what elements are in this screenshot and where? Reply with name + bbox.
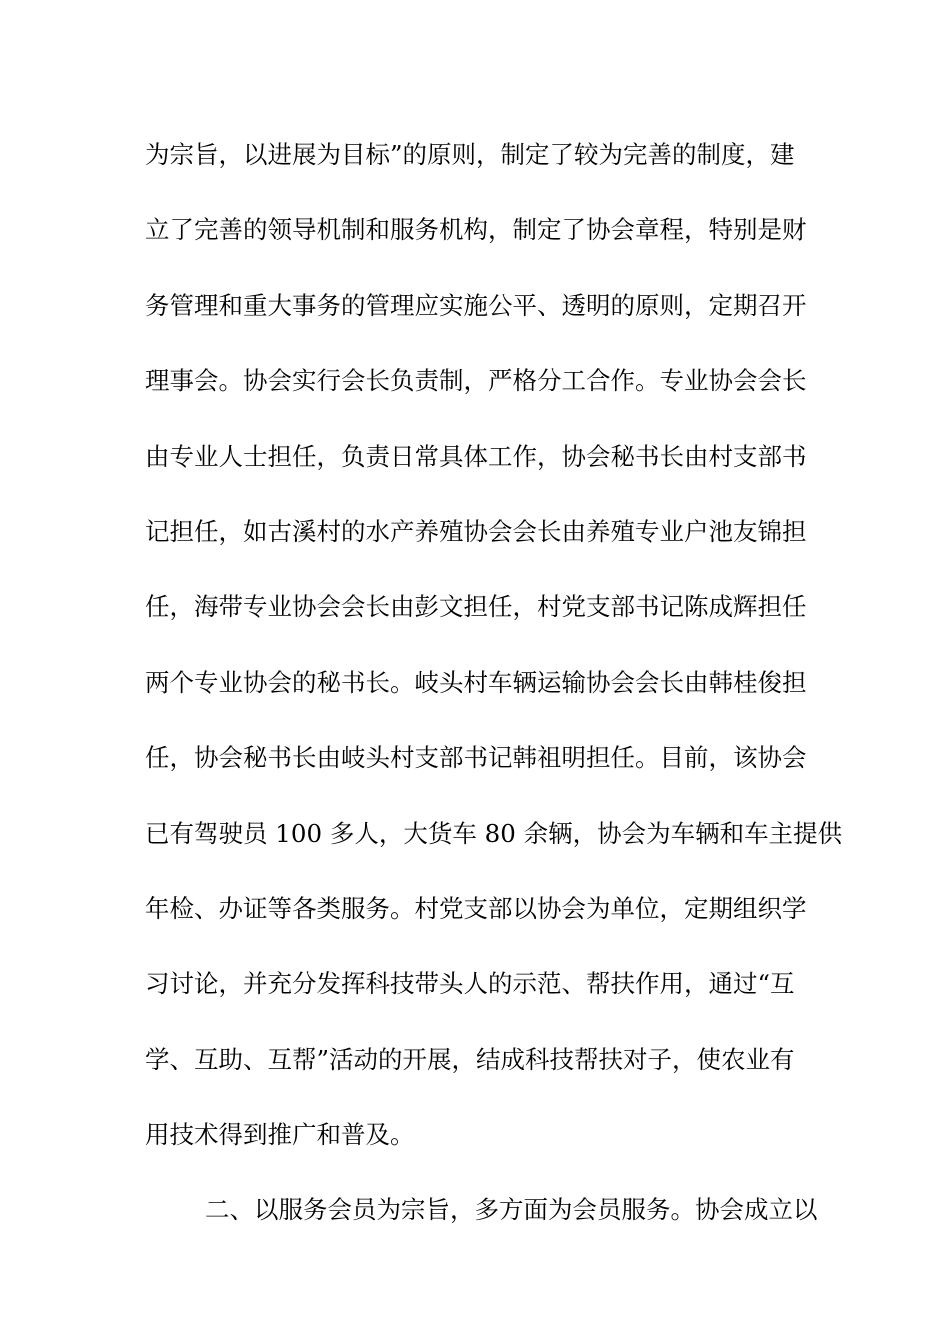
text-line: 任，海带专业协会会长由彭文担任，村党支部书记陈成辉担任 bbox=[145, 592, 807, 622]
text-line: 立了完善的领导机制和服务机构，制定了协会章程，特别是财 bbox=[145, 215, 807, 245]
paragraph-1 bbox=[145, 129, 843, 1184]
text-line: 习讨论，并充分发挥科技带头人的示范、帮扶作用，通过“互 bbox=[145, 969, 795, 999]
text-line: 务管理和重大事务的管理应实施公平、透明的原则，定期召开 bbox=[145, 290, 807, 320]
text-line: 为宗旨，以进展为目标”的原则，制定了较为完善的制度，建 bbox=[145, 140, 795, 169]
text-line: 由专业人士担任，负责日常具体工作，协会秘书长由村支部书 bbox=[145, 441, 807, 471]
text-line: 二、以服务会员为宗旨，多方面为会员服务。协会成立以 bbox=[205, 1195, 818, 1225]
text-line: 两个专业协会的秘书长。岐头村车辆运输协会会长由韩桂俊担 bbox=[145, 667, 807, 697]
text-line: 年检、办证等各类服务。村党支部以协会为单位，定期组织学 bbox=[145, 893, 807, 923]
text-line: 用技术得到推广和普及。 bbox=[145, 1120, 415, 1150]
paragraph-2 bbox=[145, 1184, 818, 1259]
text-line: 任，协会秘书长由岐头村支部书记韩祖明担任。目前，该协会 bbox=[145, 743, 807, 773]
text-line: 记担任，如古溪村的水产养殖协会会长由养殖专业户池友锦担 bbox=[145, 516, 807, 546]
text-line: 学、互助、互帮”活动的开展，结成科技帮扶对子，使农业有 bbox=[145, 1044, 795, 1074]
document-body bbox=[145, 129, 843, 1260]
text-line: 理事会。协会实行会长负责制，严格分工合作。专业协会会长 bbox=[145, 366, 807, 396]
text-line: 已有驾驶员 100 多人，大货车 80 余辆，协会为车辆和车主提供 bbox=[145, 818, 843, 848]
